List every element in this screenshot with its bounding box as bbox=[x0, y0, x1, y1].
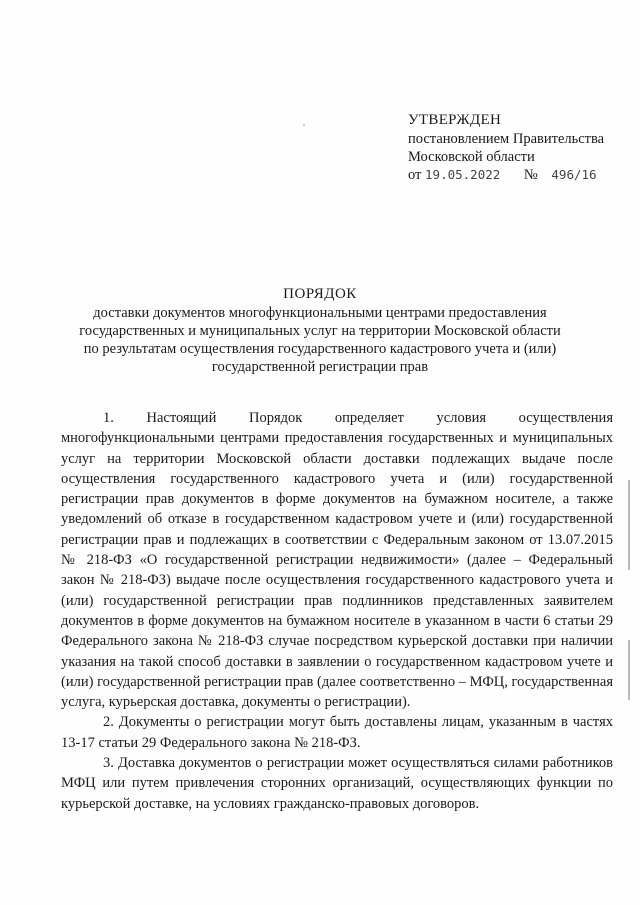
paragraph-2: 2. Документы о регистрации могут быть доставлены лицам, указанным в частях 13-17 статьи 29 Федерального закона № 218-ФЗ. bbox=[61, 714, 613, 751]
scan-edge-mark bbox=[628, 480, 630, 570]
title-line: государственной регистрации прав bbox=[211, 359, 429, 375]
title-line: доставки документов многофункциональными центрами предоставления bbox=[93, 305, 547, 321]
title-line: государственных и муниципальных услуг на территории Московской области bbox=[79, 323, 561, 339]
scan-edge-mark bbox=[628, 640, 630, 700]
title-heading: ПОРЯДОК bbox=[283, 286, 357, 302]
paragraph-3: 3. Доставка документов о регистрации может осуществляться силами работников МФЦ или путем привлечения сторонних организаций, осуществляющих функции по курьерской доставке, на условиях гражданско-правовых договоров. bbox=[61, 755, 613, 812]
approval-stamp bbox=[408, 111, 628, 184]
approval-line-1: постановлением Правительства bbox=[408, 131, 605, 147]
number-sign: № bbox=[523, 167, 538, 183]
approval-number: 496/16 bbox=[551, 167, 597, 182]
approval-date-line bbox=[408, 166, 628, 184]
title-line: по результатам осуществления государственного кадастрового учета и (или) bbox=[83, 341, 557, 357]
date-prefix: от bbox=[408, 167, 422, 183]
scan-speck bbox=[303, 124, 305, 126]
approval-line-2: Московской области bbox=[408, 149, 535, 165]
approval-date: 19.05.2022 bbox=[425, 167, 501, 182]
paragraph-1: 1. Настоящий Порядок определяет условия осуществления многофункциональными центрами предоставления государственных и муниципальных услуг на территории Московской области доставки подлежащих выдаче после осуществления государственного кадастрового учета и (или) государственной регистрации прав документов в форме документов на бумажном носителе, а также уведомлений об отказе в государственном кадастровом учете и (или) государственной регистрации прав и подлежащих в соответствии с Федеральным законом от 13.07.2015 № 218-ФЗ «О государственной регистрации недвижимости» (далее – Федеральный закон № 218-ФЗ) выдаче после осуществления государственного кадастрового учета и (или) государственной регистрации прав подлинников представленных заявителем документов в форме документов на бумажном носителе в указанном в части 6 статьи 29 Федерального закона № 218-ФЗ случае посредством курьерской доставки при наличии указания на такой способ доставки в заявлении о государственном кадастровом учете и (или) государственной регистрации прав (далее соответственно – МФЦ, государственная услуга, курьерская доставка, документы о регистрации). bbox=[61, 410, 613, 711]
approval-heading: УТВЕРЖДЕН bbox=[408, 112, 502, 128]
document-title bbox=[60, 285, 580, 376]
document-body bbox=[61, 408, 613, 814]
